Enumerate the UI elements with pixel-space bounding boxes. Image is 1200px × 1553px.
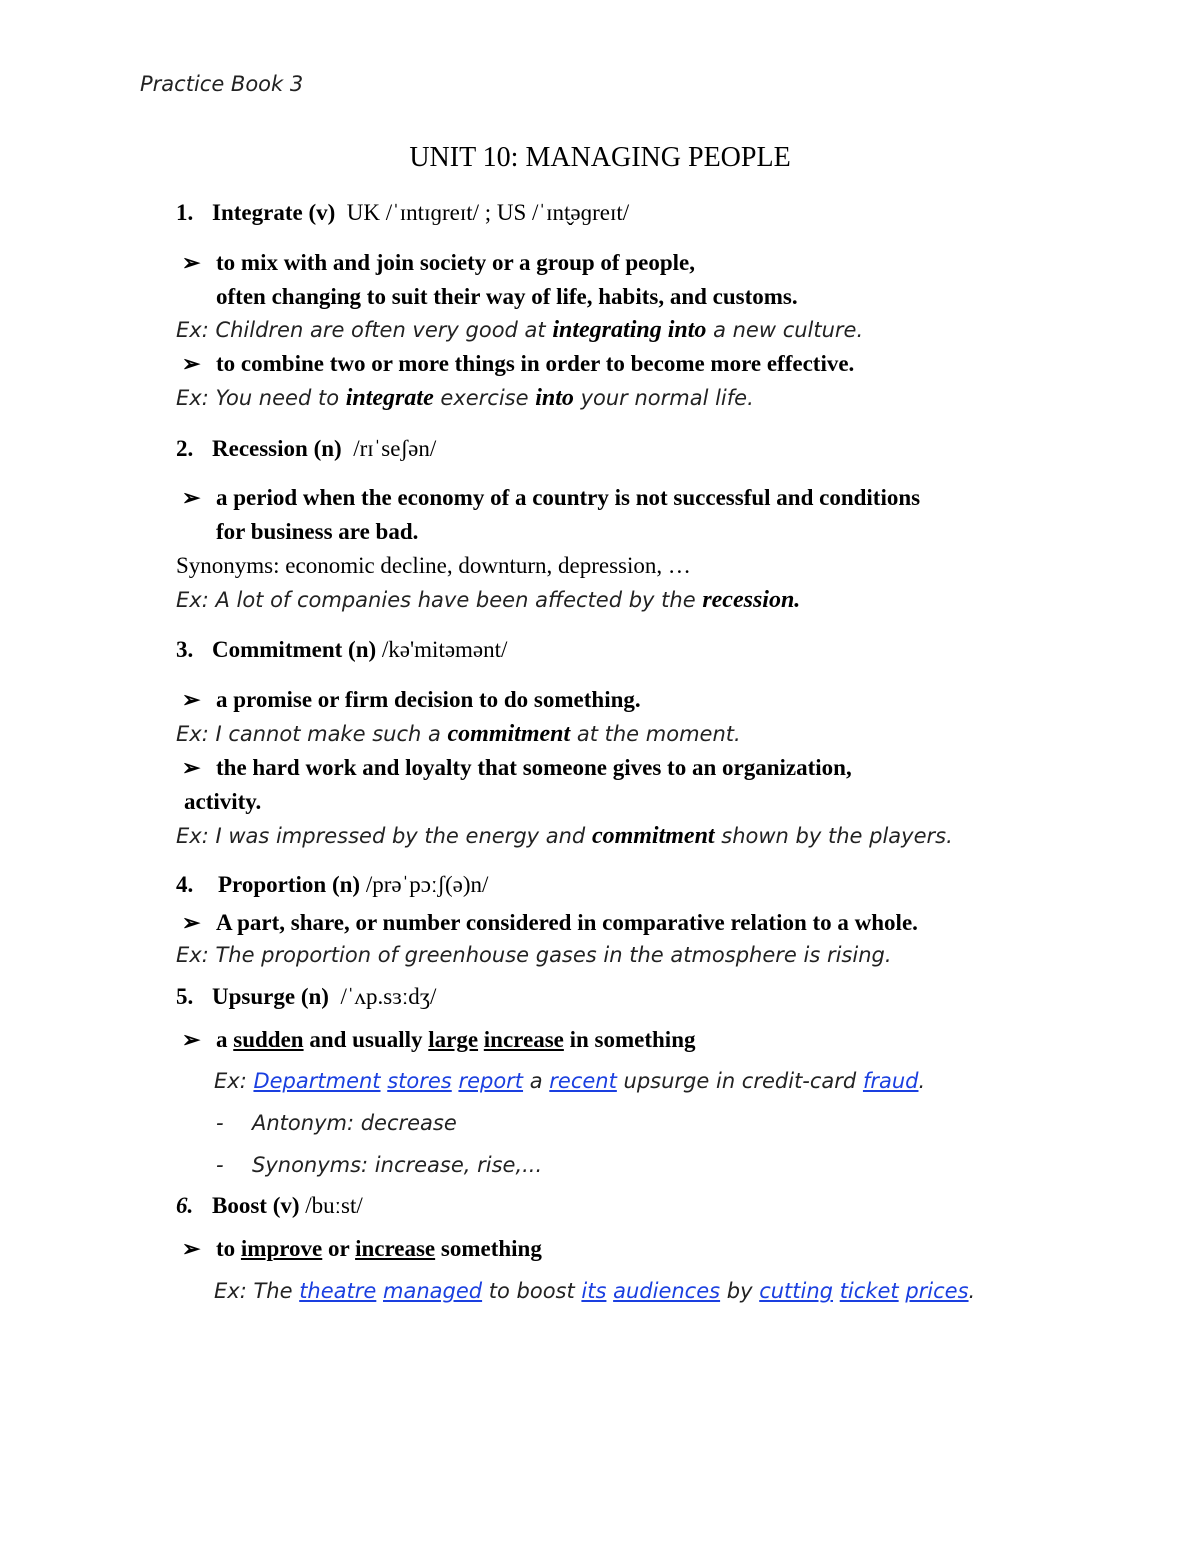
example-link[interactable]: ticket [839, 1279, 899, 1303]
example-text: Ex: [214, 1069, 254, 1093]
entry-number: 6. [176, 1193, 194, 1218]
entry-pronunciation: /rɪˈseʃən/ [353, 436, 437, 461]
definition-text: or [322, 1236, 356, 1261]
entry-5-synonyms [216, 1150, 542, 1180]
example-text: Ex: The [214, 1279, 300, 1303]
entry-5-def [182, 1025, 696, 1055]
example-text: Ex: A lot of companies have been affected by the [176, 588, 703, 612]
example-keyword: commitment [591, 823, 715, 849]
example-text: a [523, 1069, 550, 1093]
entry-number: 3. [176, 637, 194, 662]
antonym-text: Antonym: decrease [252, 1111, 457, 1135]
definition-underlined: sudden [233, 1027, 304, 1052]
arrow-bullet-icon: ➢ [182, 1236, 201, 1261]
entry-number: 4. [176, 872, 194, 897]
entry-2-synonyms: Synonyms: economic decline, downturn, depression, … [176, 553, 691, 578]
example-text: . [918, 1069, 926, 1093]
definition-text: the hard work and loyalty that someone gives to an organization, [216, 755, 852, 780]
example-text [376, 1279, 383, 1303]
example-text: at the moment. [570, 722, 741, 746]
entry-number: 5. [176, 984, 194, 1009]
example-text: by [720, 1279, 760, 1303]
entry-6-example [214, 1276, 975, 1306]
entry-word: Boost [212, 1193, 267, 1218]
entry-pos: (n) [300, 984, 329, 1009]
definition-text: in something [563, 1027, 696, 1052]
definition-text: a period when the economy of a country is not successful and conditions [216, 485, 921, 510]
definition-underlined: increase [483, 1027, 564, 1052]
definition-text: and usually [303, 1027, 429, 1052]
example-link[interactable]: cutting [759, 1279, 834, 1303]
entry-4-heading [176, 870, 488, 900]
entry-pos: (n) [331, 872, 361, 897]
entry-pos: (n) [348, 637, 377, 662]
example-link[interactable]: report [458, 1069, 524, 1093]
entry-1-def-1-cont: often changing to suit their way of life, habits, and customs. [216, 284, 798, 309]
example-text [833, 1279, 840, 1303]
definition-underlined: increase [355, 1236, 436, 1261]
example-link[interactable]: audiences [613, 1279, 721, 1303]
arrow-bullet-icon: ➢ [182, 755, 201, 780]
example-text: to boost [482, 1279, 582, 1303]
entry-2-def-1 [182, 483, 920, 513]
entry-1-def-1 [182, 248, 695, 278]
entry-3-heading [176, 635, 507, 665]
entry-5-antonym [216, 1108, 457, 1138]
example-link[interactable]: stores [387, 1069, 452, 1093]
arrow-bullet-icon: ➢ [182, 351, 201, 376]
arrow-bullet-icon: ➢ [182, 910, 201, 935]
entry-2-example [176, 585, 800, 615]
entry-word: Upsurge [212, 984, 296, 1009]
page-header: Practice Book 3 [140, 72, 304, 96]
page-title: UNIT 10: MANAGING PEOPLE [409, 142, 791, 173]
example-link[interactable]: recent [549, 1069, 617, 1093]
example-text: Ex: I was impressed by the energy and [176, 824, 592, 848]
entry-3-def-2-cont: activity. [184, 789, 262, 814]
entry-pos: (n) [313, 436, 342, 461]
example-link[interactable]: theatre [299, 1279, 377, 1303]
entry-4-example: Ex: The proportion of greenhouse gases in the atmosphere is rising. [176, 943, 892, 967]
example-text: upsurge in credit-card [616, 1069, 863, 1093]
entry-pos: (v) [272, 1193, 300, 1218]
example-link[interactable]: Department [253, 1069, 381, 1093]
entry-3-example-2 [176, 821, 953, 851]
example-link[interactable]: prices [905, 1279, 969, 1303]
entry-number: 1. [176, 200, 194, 225]
definition-text: something [435, 1236, 542, 1261]
entry-3-def-1 [182, 685, 641, 715]
dash-bullet-icon: - [216, 1153, 224, 1177]
entry-6-heading [176, 1191, 363, 1221]
definition-underlined: large [428, 1027, 479, 1052]
arrow-bullet-icon: ➢ [182, 1027, 201, 1052]
definition-text: a [216, 1027, 234, 1052]
arrow-bullet-icon: ➢ [182, 250, 201, 275]
entry-number: 2. [176, 436, 194, 461]
example-text: your normal life. [573, 386, 754, 410]
arrow-bullet-icon: ➢ [182, 485, 201, 510]
definition-underlined: improve [240, 1236, 323, 1261]
definition-text: to mix with and join society or a group of people, [216, 250, 695, 275]
example-text: exercise [433, 386, 536, 410]
example-link[interactable]: its [581, 1279, 607, 1303]
example-text: Ex: Children are often very good at [176, 318, 553, 342]
example-keyword: commitment [447, 721, 571, 747]
entry-word: Proportion [218, 872, 327, 897]
entry-pronunciation: UK /ˈɪntɪɡreɪt/ ; US /ˈɪnt̬əɡreɪt/ [346, 200, 630, 225]
entry-pronunciation: /kə'mitəmənt/ [381, 637, 508, 662]
entry-3-def-2 [182, 753, 852, 783]
entry-1-example-2 [176, 383, 754, 413]
entry-5-heading [176, 982, 436, 1012]
entry-pronunciation: /prəˈpɔːʃ(ə)n/ [365, 872, 489, 897]
example-text: a new culture. [706, 318, 864, 342]
example-text: Ex: I cannot make such a [176, 722, 448, 746]
entry-1-heading [176, 198, 629, 228]
entry-1-example-1 [176, 315, 863, 345]
example-text: shown by the players. [714, 824, 953, 848]
example-keyword: integrate [345, 385, 434, 411]
synonyms-text: Synonyms: increase, rise,... [252, 1153, 543, 1177]
entry-word: Commitment [212, 637, 343, 662]
example-keyword: integrating into [552, 317, 707, 343]
arrow-bullet-icon: ➢ [182, 687, 201, 712]
entry-word: Recession [212, 436, 308, 461]
entry-2-def-1-cont: for business are bad. [216, 519, 419, 544]
dash-bullet-icon: - [216, 1111, 224, 1135]
example-text: Ex: You need to [176, 386, 346, 410]
entry-4-def-1 [182, 908, 918, 938]
entry-2-heading [176, 434, 436, 464]
example-link[interactable]: managed [383, 1279, 483, 1303]
entry-word: Integrate [212, 200, 303, 225]
definition-text: to [216, 1236, 241, 1261]
entry-pronunciation: /ˈʌp.sɜːdʒ/ [340, 984, 437, 1009]
entry-pos: (v) [308, 200, 336, 225]
entry-1-def-2 [182, 349, 854, 379]
example-keyword: recession. [702, 587, 801, 613]
definition-text: a promise or firm decision to do something. [216, 687, 641, 712]
example-link[interactable]: fraud [862, 1069, 919, 1093]
entry-5-example [214, 1066, 925, 1096]
definition-text: to combine two or more things in order to become more effective. [216, 351, 855, 376]
example-text: . [968, 1279, 976, 1303]
definition-text: A part, share, or number considered in comparative relation to a whole. [216, 910, 918, 935]
entry-pronunciation: /buːst/ [305, 1193, 363, 1218]
entry-6-def [182, 1234, 542, 1264]
entry-3-example-1 [176, 719, 741, 749]
example-keyword: into [535, 385, 574, 411]
